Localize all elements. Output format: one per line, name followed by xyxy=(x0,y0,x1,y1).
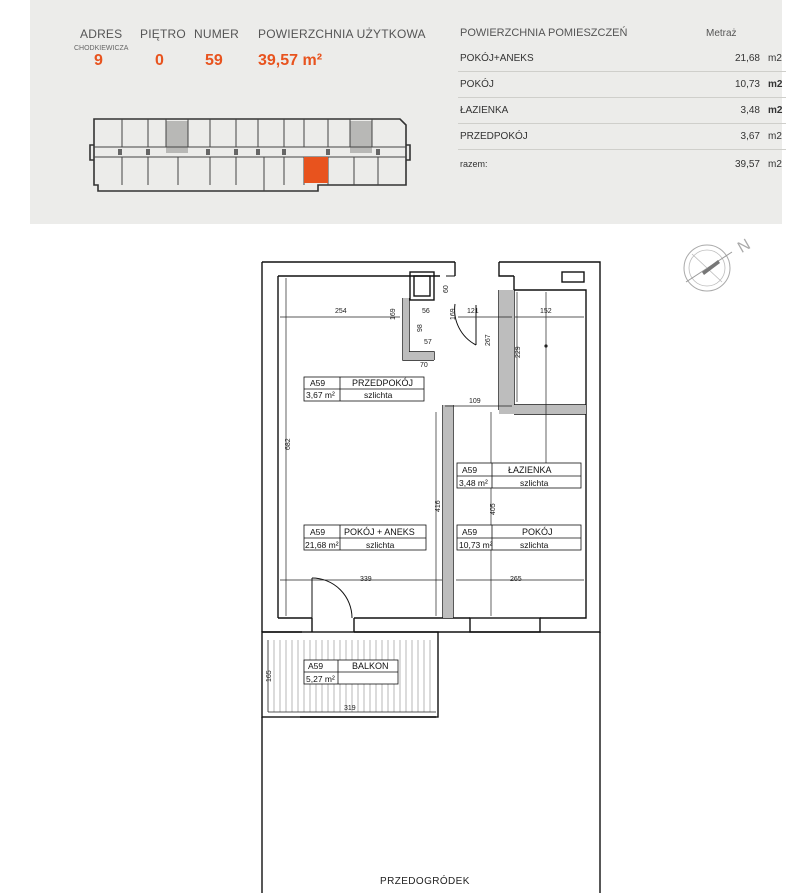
dim-339: 339 xyxy=(360,576,372,583)
pokoj-name: POKÓJ xyxy=(522,527,553,537)
balkon-code: A59 xyxy=(308,661,324,671)
room-area: 10,73 xyxy=(734,79,760,90)
rooms-table-metraz-header: Metraż xyxy=(706,28,737,39)
room-unit: m2 xyxy=(768,79,783,90)
dim-405: 405 xyxy=(490,503,497,515)
balkon-area: 5,27 m² xyxy=(306,674,335,684)
dim-57: 57 xyxy=(424,339,432,346)
room-name: POKÓJ xyxy=(460,79,494,90)
adres-label: ADRES xyxy=(80,27,123,41)
total-unit: m2 xyxy=(768,159,782,170)
powierzchnia-value: 39,57 m² xyxy=(258,52,323,69)
room-name: PRZEDPOKÓJ xyxy=(460,131,528,142)
przedpokoj-area: 3,67 m² xyxy=(306,390,335,400)
dim-254: 254 xyxy=(335,308,347,315)
przedpokoj-finish: szlichta xyxy=(364,390,393,400)
adres-value: 9 xyxy=(94,52,103,69)
room-area: 21,68 xyxy=(734,53,760,64)
dim-169: 169 xyxy=(450,308,457,320)
lazienka-code: A59 xyxy=(462,465,478,475)
room-name: POKÓJ+ANEKS xyxy=(460,53,534,64)
dim-56: 56 xyxy=(422,308,430,315)
pokoj-aneks-name: POKÓJ + ANEKS xyxy=(344,527,415,537)
dim-416: 416 xyxy=(435,500,442,512)
dim-229: 229 xyxy=(515,346,522,358)
pietro-label: PIĘTRO xyxy=(140,27,186,41)
przedpokoj-code: A59 xyxy=(310,378,326,388)
room-area: 3,67 xyxy=(740,131,760,142)
adres-street: CHODKIEWICZA xyxy=(74,45,129,52)
powierzchnia-label: POWIERZCHNIA UŻYTKOWA xyxy=(258,27,426,41)
pokoj-aneks-area: 21,68 m² xyxy=(305,540,339,550)
lazienka-finish: szlichta xyxy=(520,478,549,488)
pietro-value: 0 xyxy=(155,52,164,69)
garden-label: PRZEDOGRÓDEK xyxy=(380,876,470,887)
lazienka-name: ŁAZIENKA xyxy=(508,465,552,475)
room-unit: m2 xyxy=(768,131,782,142)
lazienka-area: 3,48 m² xyxy=(459,478,488,488)
dim-70: 70 xyxy=(420,362,428,369)
dim-682: 682 xyxy=(285,438,292,450)
total-area: 39,57 xyxy=(734,159,760,170)
room-unit: m2 xyxy=(768,53,782,64)
dim-109: 109 xyxy=(469,398,481,405)
dim-169: 169 xyxy=(390,308,397,320)
numer-label: NUMER xyxy=(194,27,239,41)
dim-121: 121 xyxy=(467,308,479,315)
dim-152: 152 xyxy=(540,308,552,315)
przedpokoj-name: PRZEDPOKÓJ xyxy=(352,378,414,388)
room-name: ŁAZIENKA xyxy=(460,105,509,116)
dim-319: 319 xyxy=(344,705,356,712)
dim-265: 265 xyxy=(510,576,522,583)
numer-value: 59 xyxy=(205,52,223,69)
dim-165: 165 xyxy=(266,670,273,682)
pokoj-code: A59 xyxy=(462,527,478,537)
dim-60: 60 xyxy=(443,285,450,293)
total-label: razem: xyxy=(460,159,488,169)
pokoj-finish: szlichta xyxy=(520,540,549,550)
dim-267: 267 xyxy=(485,334,492,346)
pokoj-aneks-finish: szlichta xyxy=(366,540,395,550)
rooms-table-title: POWIERZCHNIA POMIESZCZEŃ xyxy=(460,27,628,39)
dim-98: 98 xyxy=(417,324,424,332)
room-area: 3,48 xyxy=(740,105,760,116)
compass-north-letter: N xyxy=(735,236,754,257)
pokoj-area: 10,73 m² xyxy=(459,540,493,550)
room-unit: m2 xyxy=(768,105,783,116)
pokoj-aneks-code: A59 xyxy=(310,527,326,537)
balkon-name: BALKON xyxy=(352,661,389,671)
